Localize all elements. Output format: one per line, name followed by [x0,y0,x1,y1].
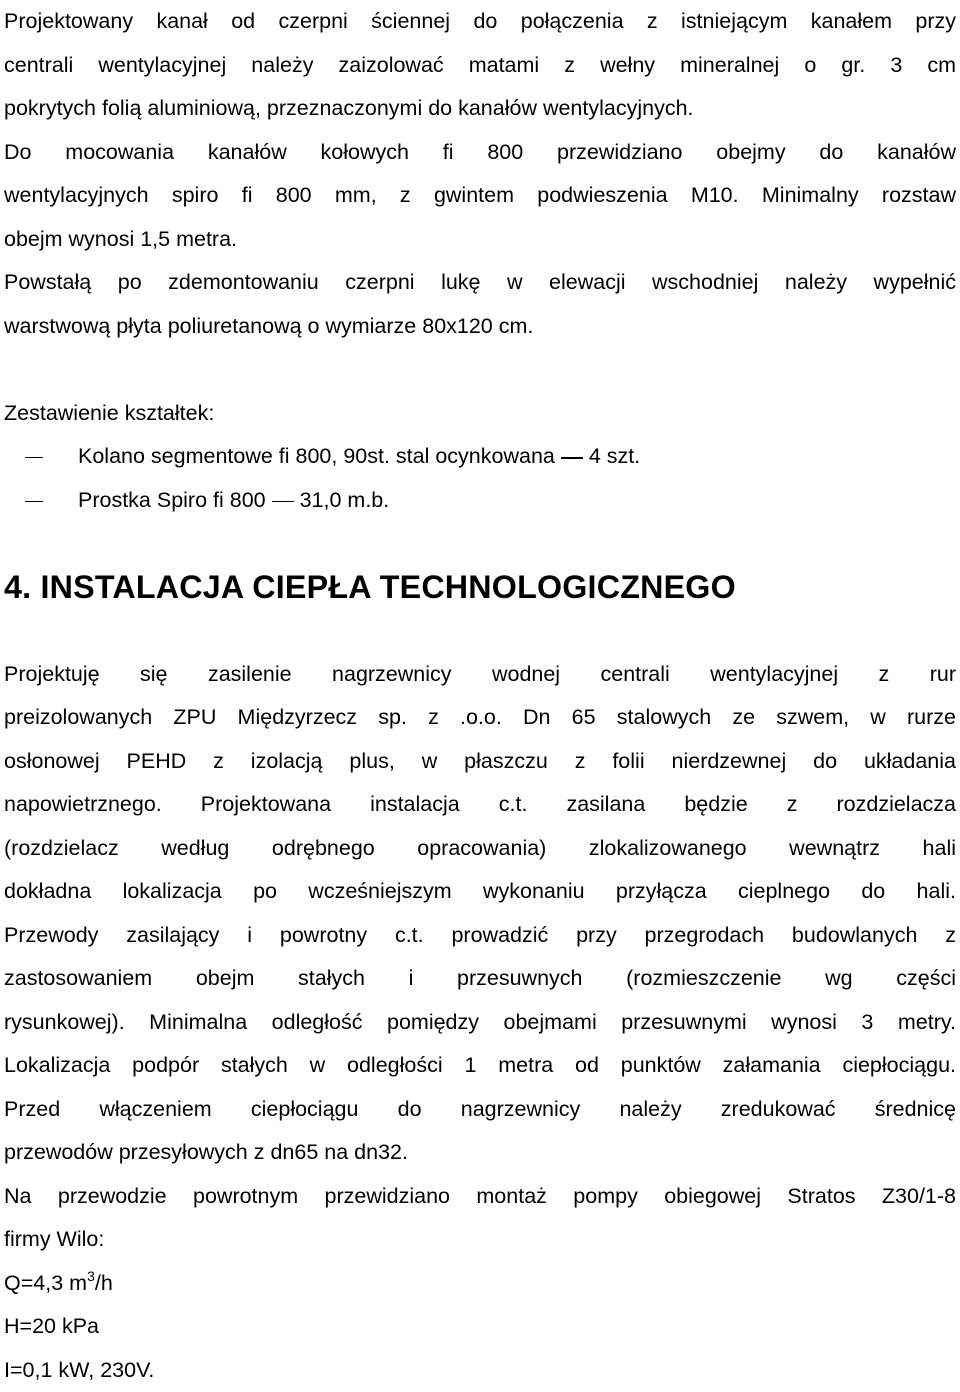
flow-label: Q=4,3 m [4,1271,87,1295]
text-line: preizolowanych ZPU Międzyrzecz sp. z .o.o. Dn 65 stalowych ze szwem, w rurze [4,696,956,740]
text-line: wentylacyjnych spiro fi 800 mm, z gwintem podwieszenia M10. Minimalny rozstaw [4,174,956,218]
heating-installation-paragraph [4,653,956,1175]
text-line: napowietrznego. Projektowana instalacja c.t. zasilana będzie z rozdzielacza [4,783,956,827]
text-line: Powstałą po zdemontowaniu czerpni lukę w elewacji wschodniej należy wypełnić [4,261,956,305]
text-line: osłonowej PEHD z izolacją plus, w płaszczu z folii nierdzewnej do układania [4,740,956,784]
fitting-name: Kolano segmentowe fi 800, 90st. stal ocynkowana [78,444,555,468]
dash-separator-icon [561,453,583,463]
pump-power: I=0,1 kW, 230V. [4,1349,956,1392]
text-line: dokładna lokalizacja po wcześniejszym wykonaniu przyłącza cieplnego do hali. [4,870,956,914]
opening-fill-paragraph [4,261,956,348]
pump-flow [4,1262,956,1306]
text-line: obejm wynosi 1,5 metra. [4,218,956,262]
text-line: warstwową płyta poliuretanową o wymiarze 80x120 cm. [4,305,956,349]
flow-exponent: 3 [87,1268,95,1284]
spacer [4,522,956,566]
fittings-title-text: Zestawienie kształtek: [4,392,956,436]
fitting-qty: 31,0 m.b. [300,488,390,512]
text-line: pokrytych folią aluminiową, przeznaczonymi do kanałów wentylacyjnych. [4,87,956,131]
pump-head: H=20 kPa [4,1305,956,1349]
text-line: przewodów przesyłowych z dn65 na dn32. [4,1131,956,1175]
flow-unit: /h [95,1271,113,1295]
text-line: Przed włączeniem ciepłociągu do nagrzewnicy należy zredukować średnicę [4,1088,956,1132]
text-line: Projektuję się zasilenie nagrzewnicy wodnej centrali wentylacyjnej z rur [4,653,956,697]
text-line: Projektowany kanał od czerpni ściennej do połączenia z istniejącym kanałem przy [4,0,956,44]
text-line: Na przewodzie powrotnym przewidziano montaż pompy obiegowej Stratos Z30/1-8 [4,1175,956,1219]
section-heading: 4. INSTALACJA CIEPŁA TECHNOLOGICZNEGO [4,566,956,610]
text-line: Przewody zasilający i powrotny c.t. prowadzić przy przegrodach budowlanych z [4,914,956,958]
dash-separator-icon [272,497,294,507]
mounting-paragraph [4,131,956,262]
list-item [4,479,956,523]
text-line: firmy Wilo: [4,1218,956,1262]
document-page [4,0,956,1392]
pump-paragraph [4,1175,956,1392]
list-item [4,435,956,479]
text-line: (rozdzielacz według odrębnego opracowania) zlokalizowanego wewnątrz hali [4,827,956,871]
fittings-list [4,435,956,522]
fittings-title [4,392,956,436]
text-line: Lokalizacja podpór stałych w odległości 1 metra od punktów załamania ciepłociągu. [4,1044,956,1088]
spacer [4,348,956,392]
text-line: zastosowaniem obejm stałych i przesuwnych (rozmieszczenie wg części [4,957,956,1001]
text-line: Do mocowania kanałów kołowych fi 800 przewidziano obejmy do kanałów [4,131,956,175]
fitting-name: Prostka Spiro fi 800 [78,488,266,512]
insulation-paragraph [4,0,956,131]
fitting-qty: 4 szt. [589,444,640,468]
text-line: rysunkowej). Minimalna odległość pomiędzy obejmami przesuwnymi wynosi 3 metry. [4,1001,956,1045]
spacer [4,609,956,653]
text-line: centrali wentylacyjnej należy zaizolować matami z wełny mineralnej o gr. 3 cm [4,44,956,88]
